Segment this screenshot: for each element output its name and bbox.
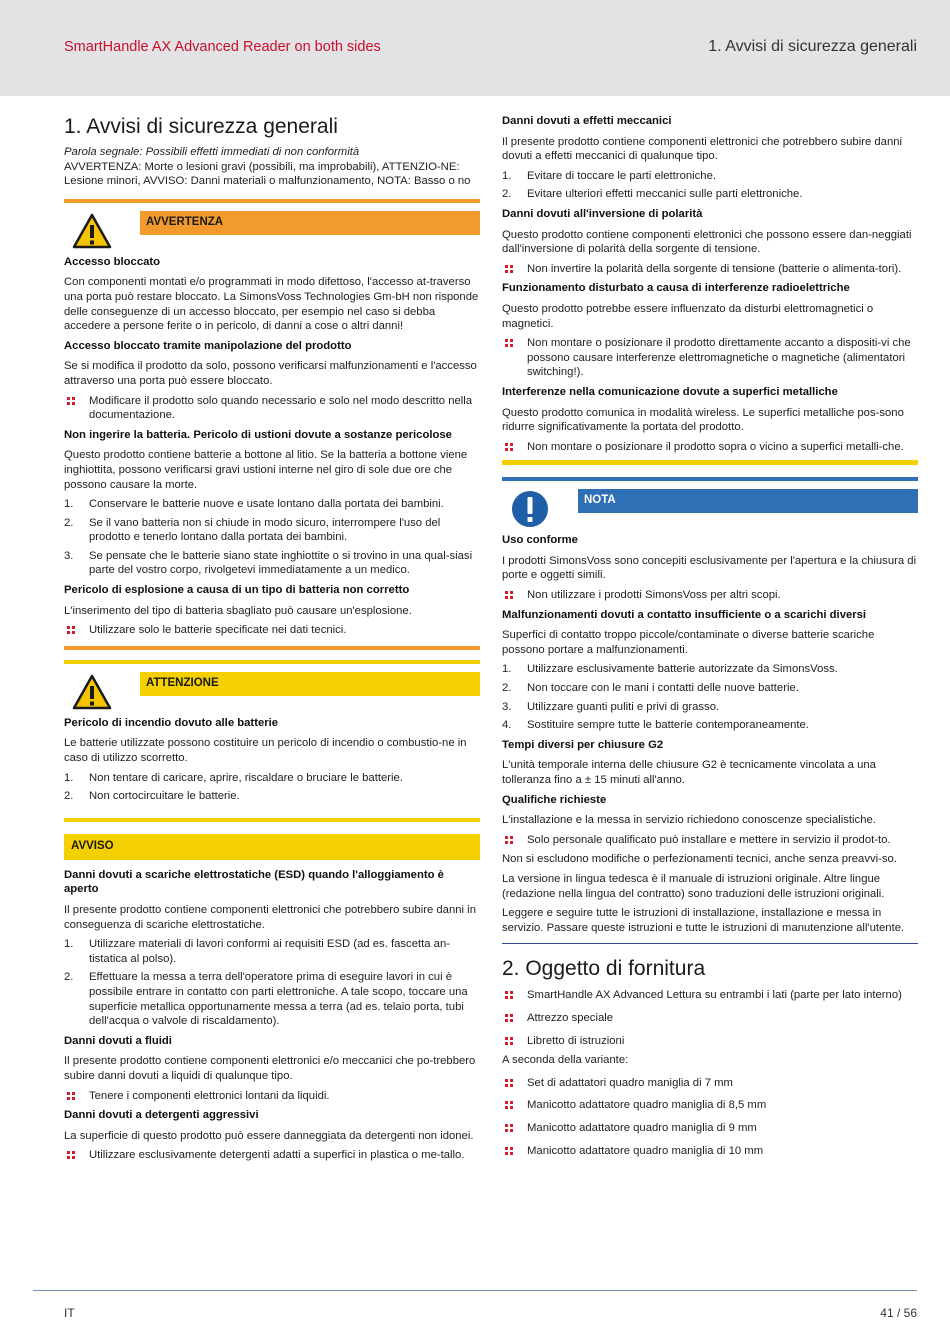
bullet-icon [505,1147,513,1155]
subsection-title: Uso conforme [502,534,578,547]
exclamation-circle-icon [502,489,558,529]
paragraph: Se si modifica il prodotto da solo, possono verificarsi malfunzionamenti e l'accesso attraverso una porta può essere bloccato. [64,360,477,387]
numbered-step: 3. Se pensate che le batterie siano state inghiottite o si trovino in una qual-siasi parte del vostro corpo, rivolgetevi immediatamente a un medico. [64,549,473,577]
bullet-item: Utilizzare esclusivamente detergenti adatti a superfici in plastica o me-tallo. [64,1148,480,1163]
numbered-step: 4. Sostituire sempre tutte le batterie contemporaneamente. [502,719,809,732]
numbered-step: 3. Utilizzare guanti puliti e privi di grasso. [502,700,720,713]
bullet-item: Non montare o posizionare il prodotto sopra o vicino a superfici metalli-che. [502,440,918,455]
caution-label: ATTENZIONE [140,672,480,696]
section-heading-delivery: 2. Oggetto di fornitura [502,943,918,982]
notice-block [64,834,480,1163]
subsection-title: Non ingerire la batteria. Pericolo di ustioni dovute a sostanze pericolose [64,428,452,441]
note-top-bar [502,477,918,481]
warning-block [64,199,480,650]
paragraph: Con componenti montati e/o programmati in modo difettoso, l'accesso at-traverso una porta può restare bloccato. La SimonsVoss Technologies Gm-bH non risponde delle conseguenze di un accesso bloccato, per esempio nel caso si debba accedere a persone ferite o in pericolo, di danni a cose o altri danni! [64,276,479,333]
paragraph: Questo prodotto comunica in modalità wireless. Le superfici metalliche pos-sono ridurre significativamente la portata del prodotto. [502,406,904,434]
numbered-step: 1. Non tentare di caricare, aprire, riscaldare o bruciare le batterie. [64,771,403,784]
caution-bottom-bar [64,818,480,822]
bullet-item: Solo personale qualificato può installare e mettere in servizio il prodot-to. [502,833,918,848]
chapter-title: 1. Avvisi di sicurezza generali [708,38,917,55]
delivery-item: Attrezzo speciale [502,1011,918,1026]
numbered-step: 1. Evitare di toccare le parti elettroniche. [502,169,717,182]
subsection-title: Pericolo di incendio dovuto alle batterie [64,716,279,729]
subsection-title: Pericolo di esplosione a causa di un tipo di batteria non corretto [64,584,410,597]
caution-block [64,660,480,822]
subsection-title: Accesso bloccato [64,255,161,268]
footer-divider [33,1290,917,1291]
variant-item: Set di adattatori quadro maniglia di 7 mm [502,1076,918,1091]
variant-item: Manicotto adattatore quadro maniglia di 9 mm [502,1121,918,1136]
document-title: SmartHandle AX Advanced Reader on both sides [64,39,381,55]
bullet-item: Modificare il prodotto solo quando necessario e solo nel modo descritto nella documentazione. [64,394,480,423]
subsection-title: Danni dovuti a scariche elettrostatiche (ESD) quando l'alloggiamento è aperto [64,868,444,896]
paragraph: Superfici di contatto troppo piccole/contaminate o diverse batterie scariche possono portare a malfunzionamenti. [502,629,875,656]
paragraph: L'installazione e la messa in servizio richiedono conoscenze specialistiche. [502,814,876,827]
bullet-icon [67,626,75,634]
paragraph: La versione in lingua tedesca è il manuale di istruzioni originale. Altre lingue (redazione nella lingua del contratto) sono traduzioni delle istruzioni originali. [502,872,885,900]
bullet-item: Non invertire la polarità della sorgente di tensione (batterie o alimenta-tori). [502,262,918,277]
bullet-item: Non montare o posizionare il prodotto direttamente accanto a dispositi-vi che possono causare interferenze elettromagnetiche o magnetiche (alimentatori switching!). [502,336,918,380]
bullet-item: Tenere i componenti elettronici lontani da liquidi. [64,1089,480,1104]
bullet-icon [505,1014,513,1022]
notice-bottom-bar [502,460,918,465]
paragraph: Questo prodotto contiene componenti elettronici che possono essere dan-neggiati dall'inversione di polarità della sorgente di tensione. [502,228,912,256]
bullet-icon [67,1092,75,1100]
subsection-title: Tempi diversi per chiusure G2 [502,738,664,751]
paragraph: Il presente prodotto contiene componenti elettronici che potrebbero subire danni dovuti a effetti meccanici di qualunque tipo. [502,135,903,163]
caution-top-bar [64,660,480,664]
page-number: 41 / 56 [880,1306,917,1320]
paragraph: Non si escludono modifiche o perfezionamenti tecnici, anche senza preavvi-so. [502,853,897,866]
subsection-title: Danni dovuti all'inversione di polarità [502,207,703,220]
subsection-title: Qualifiche richieste [502,793,607,806]
numbered-step: 2. Evitare ulteriori effetti meccanici sulle parti elettroniche. [502,188,803,201]
page-footer [0,1290,950,1343]
paragraph: Il presente prodotto contiene componenti elettronici e/o meccanici che po-trebbero subire danni dovuti a liquidi di qualunque tipo. [64,1055,476,1082]
paragraph: Il presente prodotto contiene componenti elettronici che potrebbero subire danni in conseguenza di scariche elettrostatiche. [64,904,476,931]
subsection-title: Malfunzionamenti dovuti a contatto insufficiente o a scarichi diversi [502,608,867,621]
paragraph: Le batterie utilizzate possono costituire un pericolo di incendio o combustio-ne in caso di utilizzo scorretto. [64,737,467,765]
section-heading: 1. Avvisi di sicurezza generali [64,115,338,138]
variant-label: A seconda della variante: [502,1054,629,1067]
signal-word-definitions: AVVERTENZA: Morte o lesioni gravi (possibili, ma improbabili), ATTENZIO-NE: Lesione minori, AVVISO: Danni materiali o malfunzionamento, NOTA: Basso o no [64,160,471,188]
warning-top-bar [64,199,480,203]
bullet-icon [505,1037,513,1045]
bullet-item: Utilizzare solo le batterie specificate nei dati tecnici. [64,623,480,638]
numbered-step: 2. Non toccare con le mani i contatti delle nuove batterie. [502,682,799,695]
bullet-item: Non utilizzare i prodotti SimonsVoss per altri scopi. [502,588,918,603]
warning-bottom-bar [64,646,480,650]
left-column [64,112,480,1171]
numbered-step: 1. Utilizzare materiali di lavori conformi ai requisiti ESD (ad es. fascetta an-tistatica al polso). [64,938,451,965]
subsection-title: Danni dovuti a detergenti aggressivi [64,1109,259,1122]
paragraph: La superficie di questo prodotto può essere danneggiata da detergenti non idonei. [64,1129,474,1142]
language-code: IT [64,1306,75,1320]
variant-item: Manicotto adattatore quadro maniglia di 10 mm [502,1144,918,1159]
notice-label: AVVISO [64,834,480,860]
bullet-icon [505,591,513,599]
right-column [502,114,918,1166]
paragraph: L'inserimento del tipo di batteria sbagliato può causare un'esplosione. [64,604,412,617]
delivery-item: Libretto di istruzioni [502,1034,918,1049]
numbered-step: 2. Effettuare la messa a terra dell'operatore prima di eseguire lavori in cui è possibile entrare in contatto con parti elettroniche. A tale scopo, toccare una superficie metallica opportunamente messa a terra (ad es. telaio porta, tubi dell'acqua o valvole di riscaldamento). [64,971,468,1028]
bullet-icon [505,991,513,999]
paragraph: Questo prodotto contiene batterie a bottone al litio. Se la batteria a bottone viene inghiottita, possono verificarsi gravi ustioni interne nel giro di sole due ore che possono causare la morte. [64,449,468,491]
delivery-item: SmartHandle AX Advanced Lettura su entrambi i lati (parte per lato interno) [502,988,918,1003]
bullet-icon [505,339,513,347]
bullet-icon [505,1124,513,1132]
subsection-title: Funzionamento disturbato a causa di interferenze radioelettriche [502,282,850,295]
paragraph: L'unità temporale interna delle chiusure G2 è tecnicamente vincolata a una tolleranza fino a ± 15 minuti all'anno. [502,759,876,786]
numbered-step: 2. Se il vano batteria non si chiude in modo sicuro, interrompere l'uso del prodotto e tenerlo lontano dalla portata dei bambini. [64,516,441,544]
numbered-step: 1. Utilizzare esclusivamente batterie autorizzate da SimonsVoss. [502,663,838,676]
bullet-icon [505,265,513,273]
bullet-icon [505,836,513,844]
page-header [0,0,950,96]
warning-label: AVVERTENZA [140,211,480,235]
variant-item: Manicotto adattatore quadro maniglia di 8,5 mm [502,1098,918,1113]
bullet-icon [505,1101,513,1109]
subsection-title: Accesso bloccato tramite manipolazione del prodotto [64,339,352,352]
bullet-icon [505,443,513,451]
subsection-title: Danni dovuti a effetti meccanici [502,115,672,127]
signal-word-intro: Parola segnale: Possibili effetti immediati di non conformità [64,146,360,158]
subsection-title: Interferenze nella comunicazione dovute a superfici metalliche [502,385,838,398]
bullet-icon [67,1151,75,1159]
warning-triangle-icon [64,211,120,251]
note-label: NOTA [578,489,918,513]
numbered-step: 1. Conservare le batterie nuove e usate lontano dalla portata dei bambini. [64,498,444,511]
paragraph: I prodotti SimonsVoss sono concepiti esclusivamente per l'apertura e la chiusura di porte e oggetti simili. [502,554,917,582]
note-block [502,477,918,935]
paragraph: Questo prodotto potrebbe essere influenzato da disturbi elettromagnetici o magnetici. [502,302,874,330]
bullet-icon [505,1079,513,1087]
caution-triangle-icon [64,672,120,712]
paragraph: Leggere e seguire tutte le istruzioni di installazione, installazione e messa in servizio. Passare queste istruzioni e tutte le istruzioni di manutenzione all'utente. [502,907,905,934]
numbered-step: 2. Non cortocircuitare le batterie. [64,790,240,803]
bullet-icon [67,397,75,405]
subsection-title: Danni dovuti a fluidi [64,1034,172,1047]
